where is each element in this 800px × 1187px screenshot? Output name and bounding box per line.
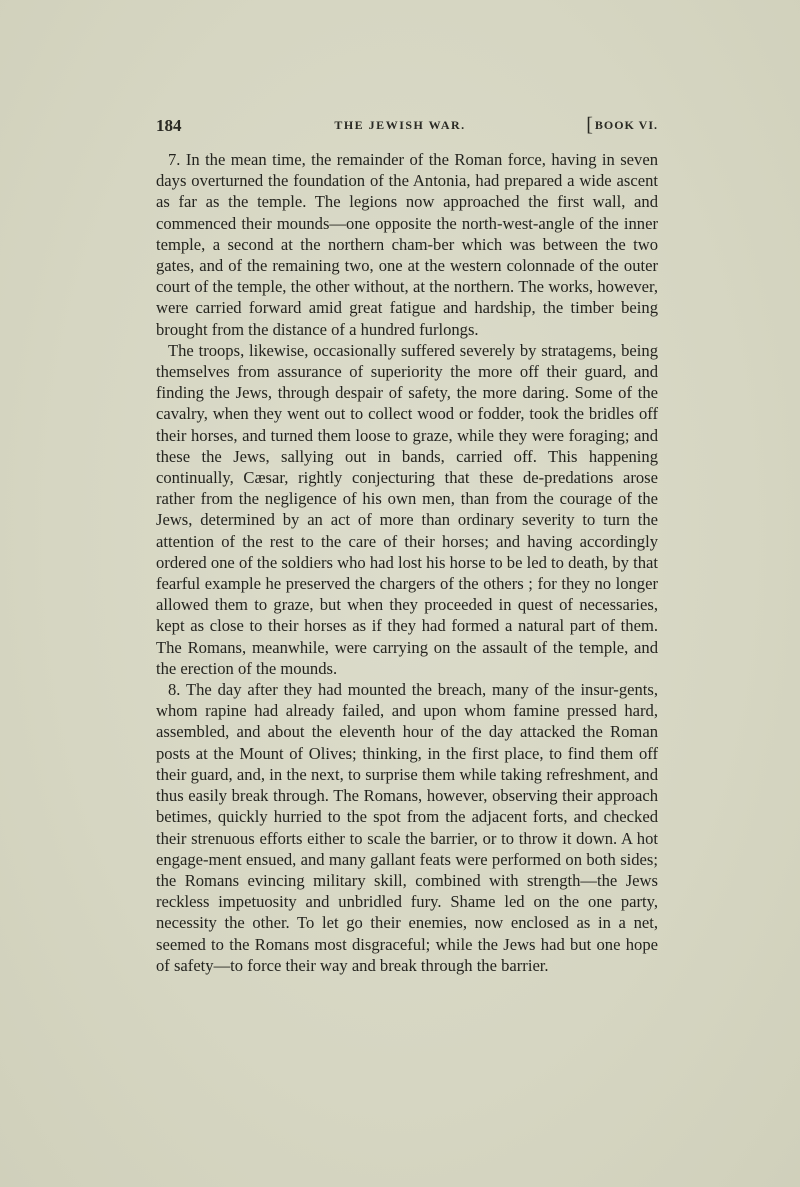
book-reference — [586, 114, 658, 137]
book-reference-label: BOOK VI. — [594, 118, 658, 132]
body-text — [156, 149, 658, 976]
page-header — [156, 116, 658, 140]
page-number: 184 — [156, 116, 182, 135]
paragraph-section-8: 8. The day after they had mounted the breach, many of the insur-gents, whom rapine had already failed, and upon whom famine pressed hard, assembled, and about the eleventh hour of the day attacked the Roman posts at the Mount of Olives; thinking, in the first place, to find them off their guard, and, in the next, to surprise them while taking refreshment, and thus easily break through. The Romans, however, observing their approach betimes, quickly hurried to the spot from the adjacent forts, and checked their strenuous efforts either to scale the barrier, or to throw it down. A hot engage-ment ensued, and many gallant feats were performed on both sides; the Romans evincing military skill, combined with strength—the Jews reckless impetuosity and unbridled fury. Shame led on the one party, necessity the other. To let go their enemies, now enclosed as in a net, seemed to the Romans most disgraceful; while the Jews had but one hope of safety—to force their way and break through the barrier. — [156, 680, 658, 975]
running-title: THE JEWISH WAR. — [334, 118, 466, 132]
paragraph-section-7: 7. In the mean time, the remainder of the Roman force, having in seven days overturned the foundation of the Antonia, had prepared a wide ascent as far as the temple. The legions now approached the first wall, and commenced their mounds—one opposite the north-west-angle of the inner temple, a second at the northern cham-ber which was between the two gates, and of the remaining two, one at the western colonnade of the outer court of the temple, the other without, at the northern. The works, however, were carried forward amid great fatigue and hardship, the timber being brought from the distance of a hundred furlongs. — [156, 150, 658, 339]
paragraph-troops: The troops, likewise, occasionally suffered severely by stratagems, being themselves from assurance of superiority the more off their guard, and finding the Jews, through despair of safety, the more daring. Some of the cavalry, when they went out to collect wood or fodder, took the bridles off their horses, and turned them loose to graze, while they were foraging; and these the Jews, sallying out in bands, carried off. This happening continually, Cæsar, rightly conjecturing that these de-predations arose rather from the negligence of his own men, than from the courage of the Jews, determined by an act of more than ordinary severity to turn the attention of the rest to the care of their horses; and having accordingly ordered one of the soldiers who had lost his horse to be led to death, by that fearful example he preserved the chargers of the others ; for they no longer allowed them to graze, but when they proceeded in quest of necessaries, kept as close to their horses as if they had formed a natural part of them. The Romans, meanwhile, were carrying on the assault of the temple, and the erection of the mounds. — [156, 340, 658, 678]
bracket-glyph: [ — [586, 114, 594, 136]
